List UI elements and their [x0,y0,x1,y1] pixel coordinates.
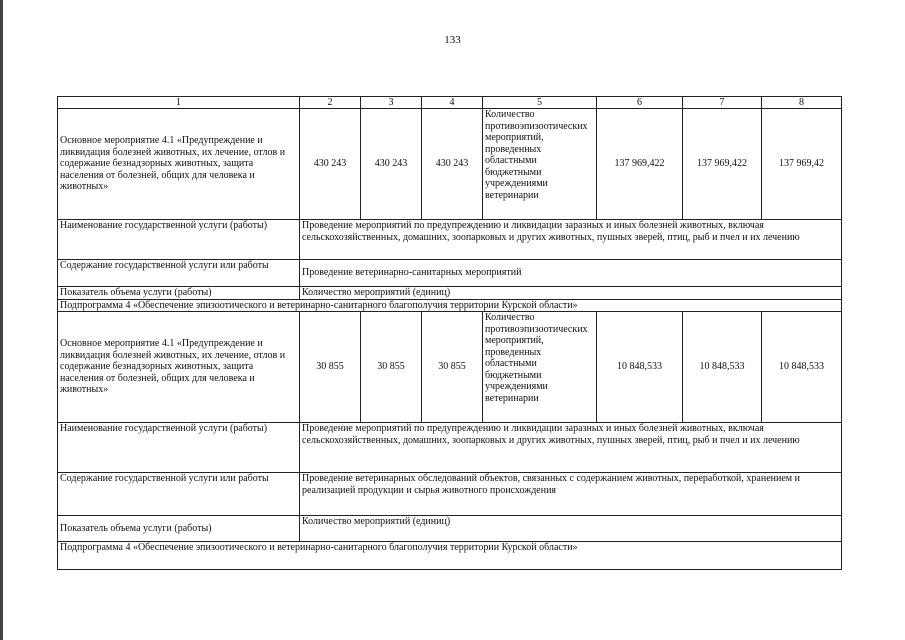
header-cell: 7 [683,97,762,109]
row-label: Наименование государственной услуги (работы) [58,423,300,473]
row-label: Содержание государственной услуги или работы [58,473,300,516]
value-cell: 137 969,422 [683,109,762,220]
table-row [58,312,842,423]
header-cell: 1 [58,97,300,109]
table-row [58,260,842,287]
row-value: Проведение мероприятий по предупреждению и ликвидации заразных и иных болезней животных, включая сельскохозяйственных, домашних, зоопарковых и других животных, пушных зверей, птиц, рыб и пчел и их лечению [300,423,842,473]
budget-table [57,96,842,570]
table-row [58,109,842,220]
row-value: Количество мероприятий (единиц) [300,287,842,300]
table-row [58,299,842,312]
page-number: 133 [444,34,461,46]
value-cell: 10 848,533 [597,312,683,423]
row-value: Проведение мероприятий по предупреждению и ликвидации заразных и иных болезней животных, включая сельскохозяйственных, домашних, зоопарковых и других животных, пушных зверей, птиц, рыб и пчел и их лечению [300,220,842,260]
header-cell: 5 [483,97,597,109]
header-cell: 4 [422,97,483,109]
table-row [58,423,842,473]
measure-cell: Основное мероприятие 4.1 «Предупреждение и ликвидация болезней животных, их лечение, отлов и содержание безнадзорных животных, защита населения от болезней, общих для человека и животных» [58,312,300,423]
header-cell: 3 [361,97,422,109]
value-cell: 430 243 [422,109,483,220]
header-cell: 6 [597,97,683,109]
row-label: Наименование государственной услуги (работы) [58,220,300,260]
subprogram-title: Подпрограмма 4 «Обеспечение эпизоотического и ветеринарно-санитарного благополучия территории Курской области» [58,542,842,570]
table-row [58,542,842,570]
value-cell: 137 969,42 [762,109,842,220]
table-row [58,516,842,542]
measure-cell: Основное мероприятие 4.1 «Предупреждение и ликвидация болезней животных, их лечение, отлов и содержание безнадзорных животных, защита населения от болезней, общих для человека и животных» [58,109,300,220]
row-value: Проведение ветеринарно-санитарных мероприятий [300,260,842,287]
table-header-row [58,97,842,109]
table-row [58,473,842,516]
header-cell: 2 [300,97,361,109]
row-label: Содержание государственной услуги или работы [58,260,300,287]
row-label: Показатель объема услуги (работы) [58,287,300,300]
subprogram-title: Подпрограмма 4 «Обеспечение эпизоотического и ветеринарно-санитарного благополучия территории Курской области» [58,299,842,312]
value-cell: 30 855 [361,312,422,423]
row-value: Проведение ветеринарных обследований объектов, связанных с содержанием животных, переработкой, хранением и реализацией продукции и сырья животного происхождения [300,473,842,516]
table-row [58,287,842,300]
value-cell: 30 855 [300,312,361,423]
header-cell: 8 [762,97,842,109]
value-cell: 137 969,422 [597,109,683,220]
row-value: Количество мероприятий (единиц) [300,516,842,542]
indicator-cell: Количество противоэпизоотических мероприятий, проведенных областными бюджетными учреждениями ветеринарии [483,109,597,220]
value-cell: 430 243 [361,109,422,220]
table-row [58,220,842,260]
value-cell: 30 855 [422,312,483,423]
value-cell: 430 243 [300,109,361,220]
scan-edge [0,0,3,640]
indicator-cell: Количество противоэпизоотических мероприятий, проведенных областными бюджетными учреждениями ветеринарии [483,312,597,423]
value-cell: 10 848,533 [762,312,842,423]
value-cell: 10 848,533 [683,312,762,423]
row-label: Показатель объема услуги (работы) [58,516,300,542]
